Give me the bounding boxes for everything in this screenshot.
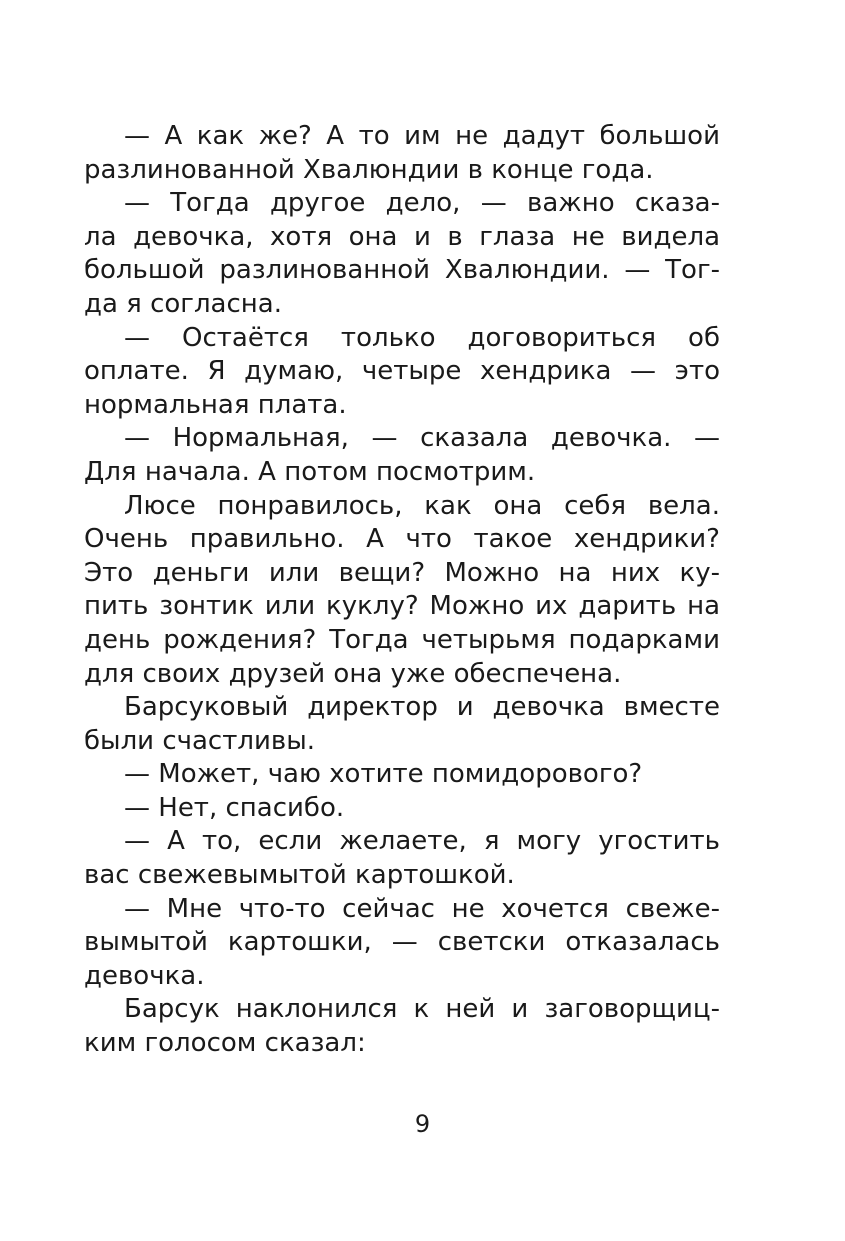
text-line: — Остаётся только договориться об: [124, 322, 720, 353]
text-line: разлинованной Хвалюндии в конце года.: [84, 154, 654, 185]
text-line: ла девочка, хотя она и в глаза не видела: [84, 221, 720, 252]
text-line: Очень правильно. А что такое хендрики?: [84, 524, 720, 555]
text-line: — Нормальная, — сказала девочка. —: [124, 423, 720, 454]
text-line: девочка.: [84, 960, 205, 991]
text-line: Барсуковый директор и девочка вместе: [124, 692, 720, 723]
text-line: вымытой картошки, — светски отказалась: [84, 927, 720, 958]
text-line: — А как же? А то им не дадут большой: [124, 121, 720, 151]
text-line: большой разлинованной Хвалюндии. — Тог-: [84, 255, 720, 286]
text-line: пить зонтик или куклу? Можно их дарить на: [84, 591, 720, 622]
text-line: оплате. Я думаю, четыре хендрика — это: [84, 356, 720, 387]
text-line: вас свежевымытой картошкой.: [84, 860, 515, 891]
text-line: да я согласна.: [84, 288, 282, 319]
text-line: — Может, чаю хотите помидорового?: [124, 759, 643, 790]
text-line: Люсе понравилось, как она себя вела.: [124, 490, 720, 521]
text-line: нормальная плата.: [84, 389, 347, 420]
text-line: ким голосом сказал:: [84, 1028, 366, 1059]
text-line: — А то, если желаете, я могу угостить: [124, 826, 720, 857]
text-line: — Мне что-то сейчас не хочется свеже-: [124, 893, 720, 924]
text-line: для своих друзей она уже обеспечена.: [84, 658, 622, 689]
text-line: Для начала. А потом посмотрим.: [84, 456, 536, 487]
page-number: 9: [414, 1110, 431, 1138]
text-line: Это деньги или вещи? Можно на них ку-: [84, 557, 720, 588]
text-line: — Нет, спасибо.: [124, 792, 345, 823]
text-line: — Тогда другое дело, — важно сказа-: [124, 188, 720, 219]
text-line: были счастливы.: [84, 725, 316, 756]
body-text: [84, 120, 720, 1061]
text-line: Барсук наклонился к ней и заговорщиц-: [124, 994, 720, 1025]
text-line: день рождения? Тогда четырьмя подарками: [84, 624, 720, 655]
